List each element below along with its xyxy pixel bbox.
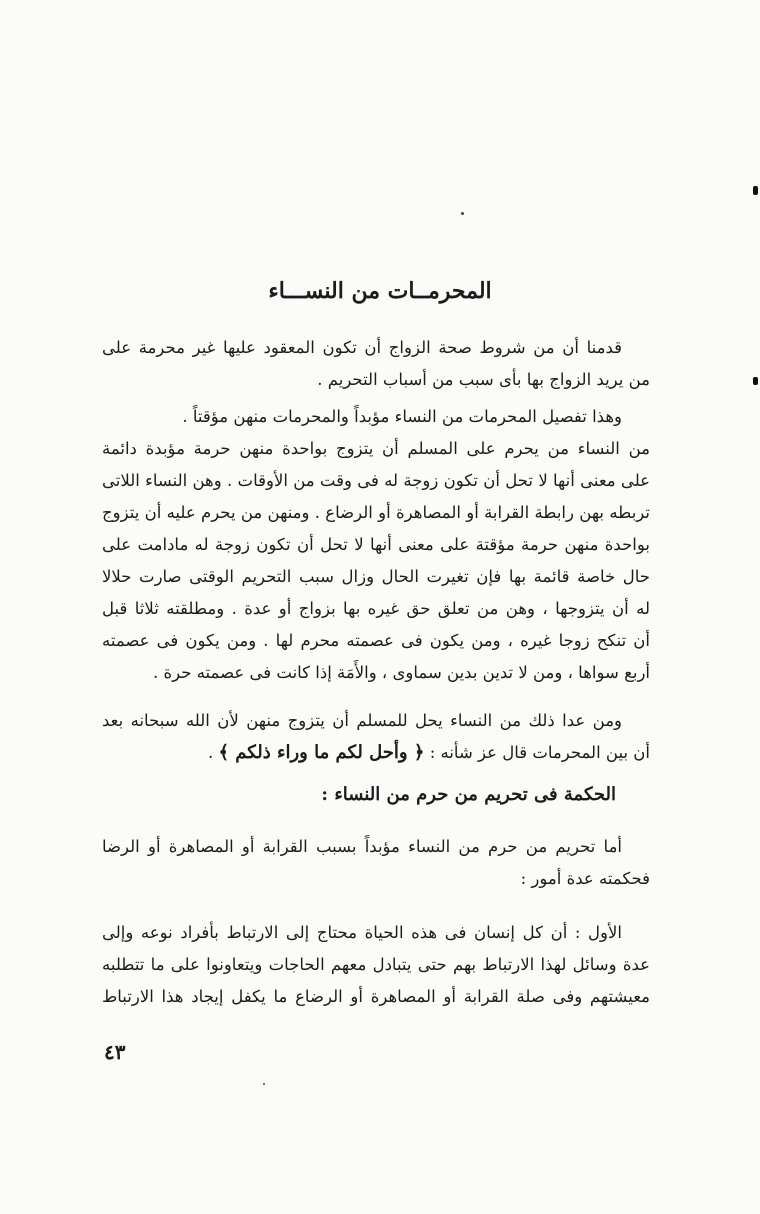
text-line: حال خاصة قائمة بها فإن تغيرت الحال وزال سبب التحريم الوقتى صارت حلالا <box>102 567 650 586</box>
chapter-title: المحرمــات من النســـاء <box>268 278 492 304</box>
detail-lead-paragraph <box>102 401 650 433</box>
text-line: قدمنا أن من شروط صحة الزواج أن تكون المعقود عليها غير محرمة على <box>102 338 622 357</box>
wisdom-intro-paragraph <box>102 831 650 895</box>
text-fragment: أن بين المحرمات قال عز شأنه : <box>429 743 650 762</box>
first-reason-paragraph <box>102 917 650 1013</box>
scan-edge-mark-middle <box>753 377 758 385</box>
text-line: أما تحريم من حرم من النساء مؤبداً بسبب القرابة أو المصاهرة أو الرضا <box>102 837 622 856</box>
text-line: تربطه بهن رابطة القرابة أو المصاهرة أو الرضاع . ومنهن من يحرم عليه أن يتزوج <box>102 503 650 522</box>
verse-end-punctuation: . <box>207 743 214 762</box>
text-line: وهذا تفصيل المحرمات من النساء مؤبداً والمحرمات منهن مؤقتاً . <box>182 407 622 426</box>
detail-paragraph <box>102 433 650 689</box>
page-number: ٤٣ <box>104 1040 126 1064</box>
text-line: الأول : أن كل إنسان فى هذه الحياة محتاج إلى الارتباط بأفراد نوعه وإلى <box>102 923 622 942</box>
text-line: أربع سواها ، ومن لا تدين بدين سماوى ، والأَمَة إذا كانت فى عصمته حرة . <box>153 663 650 682</box>
intro-paragraph <box>102 332 650 396</box>
text-line: على معنى أنها لا تحل أن تكون زوجة له فى وقت من الأوقات . وهن النساء اللاتى <box>102 471 650 490</box>
quran-verse: ﴿ وأحل لكم ما وراء ذلكم ﴾ <box>218 742 425 763</box>
text-line: عدة وسائل لهذا الارتباط بهم حتى يتبادل معهم الحاجات ويتعاونوا على ما تتطلبه <box>102 955 650 974</box>
scan-speck <box>263 1083 265 1085</box>
text-line: من يريد الزواج بها بأى سبب من أسباب التحريم . <box>317 370 650 389</box>
section-heading: الحكمة فى تحريم من حرم من النساء : <box>321 784 616 805</box>
others-paragraph <box>102 705 650 769</box>
text-line: ومن عدا ذلك من النساء يحل للمسلم أن يتزوج منهن لأن الله سبحانه بعد <box>102 711 623 730</box>
text-line: فحكمته عدة أمور : <box>520 869 650 888</box>
scan-speck <box>461 212 464 215</box>
text-line: بواحدة منهن حرمة مؤقتة على معنى أنها لا تحل أن تكون زوجة له مادامت على <box>102 535 650 554</box>
text-line: له أن يتزوجها ، وهن من تعلق حق غيره بها بزواج أو عدة . ومطلقته ثلاثا قبل <box>102 599 650 618</box>
text-line: أن تنكح زوجا غيره ، ومن يكون فى عصمته محرم لها . ومن يكون فى عصمته <box>102 631 650 650</box>
text-line-with-verse <box>102 737 650 769</box>
text-line: من النساء من يحرم على المسلم أن يتزوج بواحدة منهن حرمة مؤبدة دائمة <box>102 439 650 458</box>
scan-edge-mark-top <box>753 186 758 195</box>
text-line: معيشتهم وفى صلة القرابة أو المصاهرة أو الرضاع ما يكفل إيجاد هذا الارتباط <box>102 987 650 1006</box>
